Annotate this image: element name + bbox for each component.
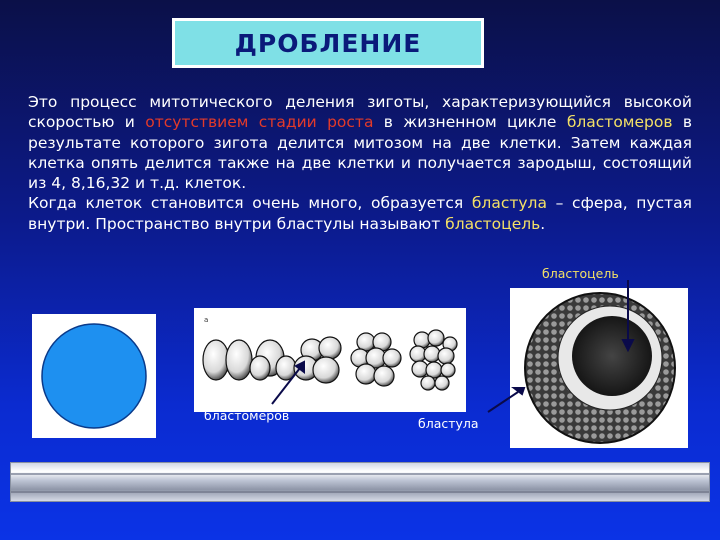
text-span: . [540, 214, 546, 233]
highlight-blastomeres: бластомеров [566, 113, 673, 132]
paragraph-blastula [28, 193, 692, 234]
text-span: – сфера, пустая внутри. Пространство внутри бластулы называют [28, 194, 692, 233]
decorative-bar [10, 462, 710, 502]
cleavage-stages-image [194, 308, 466, 412]
cell [203, 340, 229, 380]
label-blastomeres: бластомеров [204, 408, 290, 423]
highlight-blastocoel: бластоцель [445, 214, 541, 233]
cleavage-stages-panel [194, 308, 466, 412]
paragraph-definition [28, 92, 692, 193]
text-span: Это процесс митотического деления зиготы, характеризующийся высокой скоростью и [28, 93, 692, 132]
highlight-no-growth: отсутствием стадии роста [145, 113, 374, 132]
text-span: в жизненном цикле [373, 113, 567, 132]
title-box [172, 18, 484, 68]
highlight-blastula: бластула [471, 194, 547, 213]
svg-text:a: a [204, 316, 209, 324]
blastula-image [510, 288, 688, 448]
blastocoel-cavity [572, 316, 652, 396]
zygote-cell [42, 324, 146, 428]
blastula-panel [510, 288, 688, 448]
cell [226, 340, 252, 380]
zygote-panel [32, 314, 156, 438]
text-span: Когда клеток становится очень много, образуется [28, 194, 472, 213]
body-text [28, 92, 692, 234]
zygote-image [32, 314, 156, 438]
label-blastula: бластула [418, 416, 479, 431]
label-blastocoel: бластоцель [542, 266, 619, 281]
slide-title: ДРОБЛЕНИЕ [234, 28, 422, 58]
text-span: в результате которого зигота делится митозом на две клетки. Затем каждая клетка опять делится также на две клетки и получается зародыш, состоящий из 4, 8,16,32 и т.д. клеток. [28, 113, 692, 193]
